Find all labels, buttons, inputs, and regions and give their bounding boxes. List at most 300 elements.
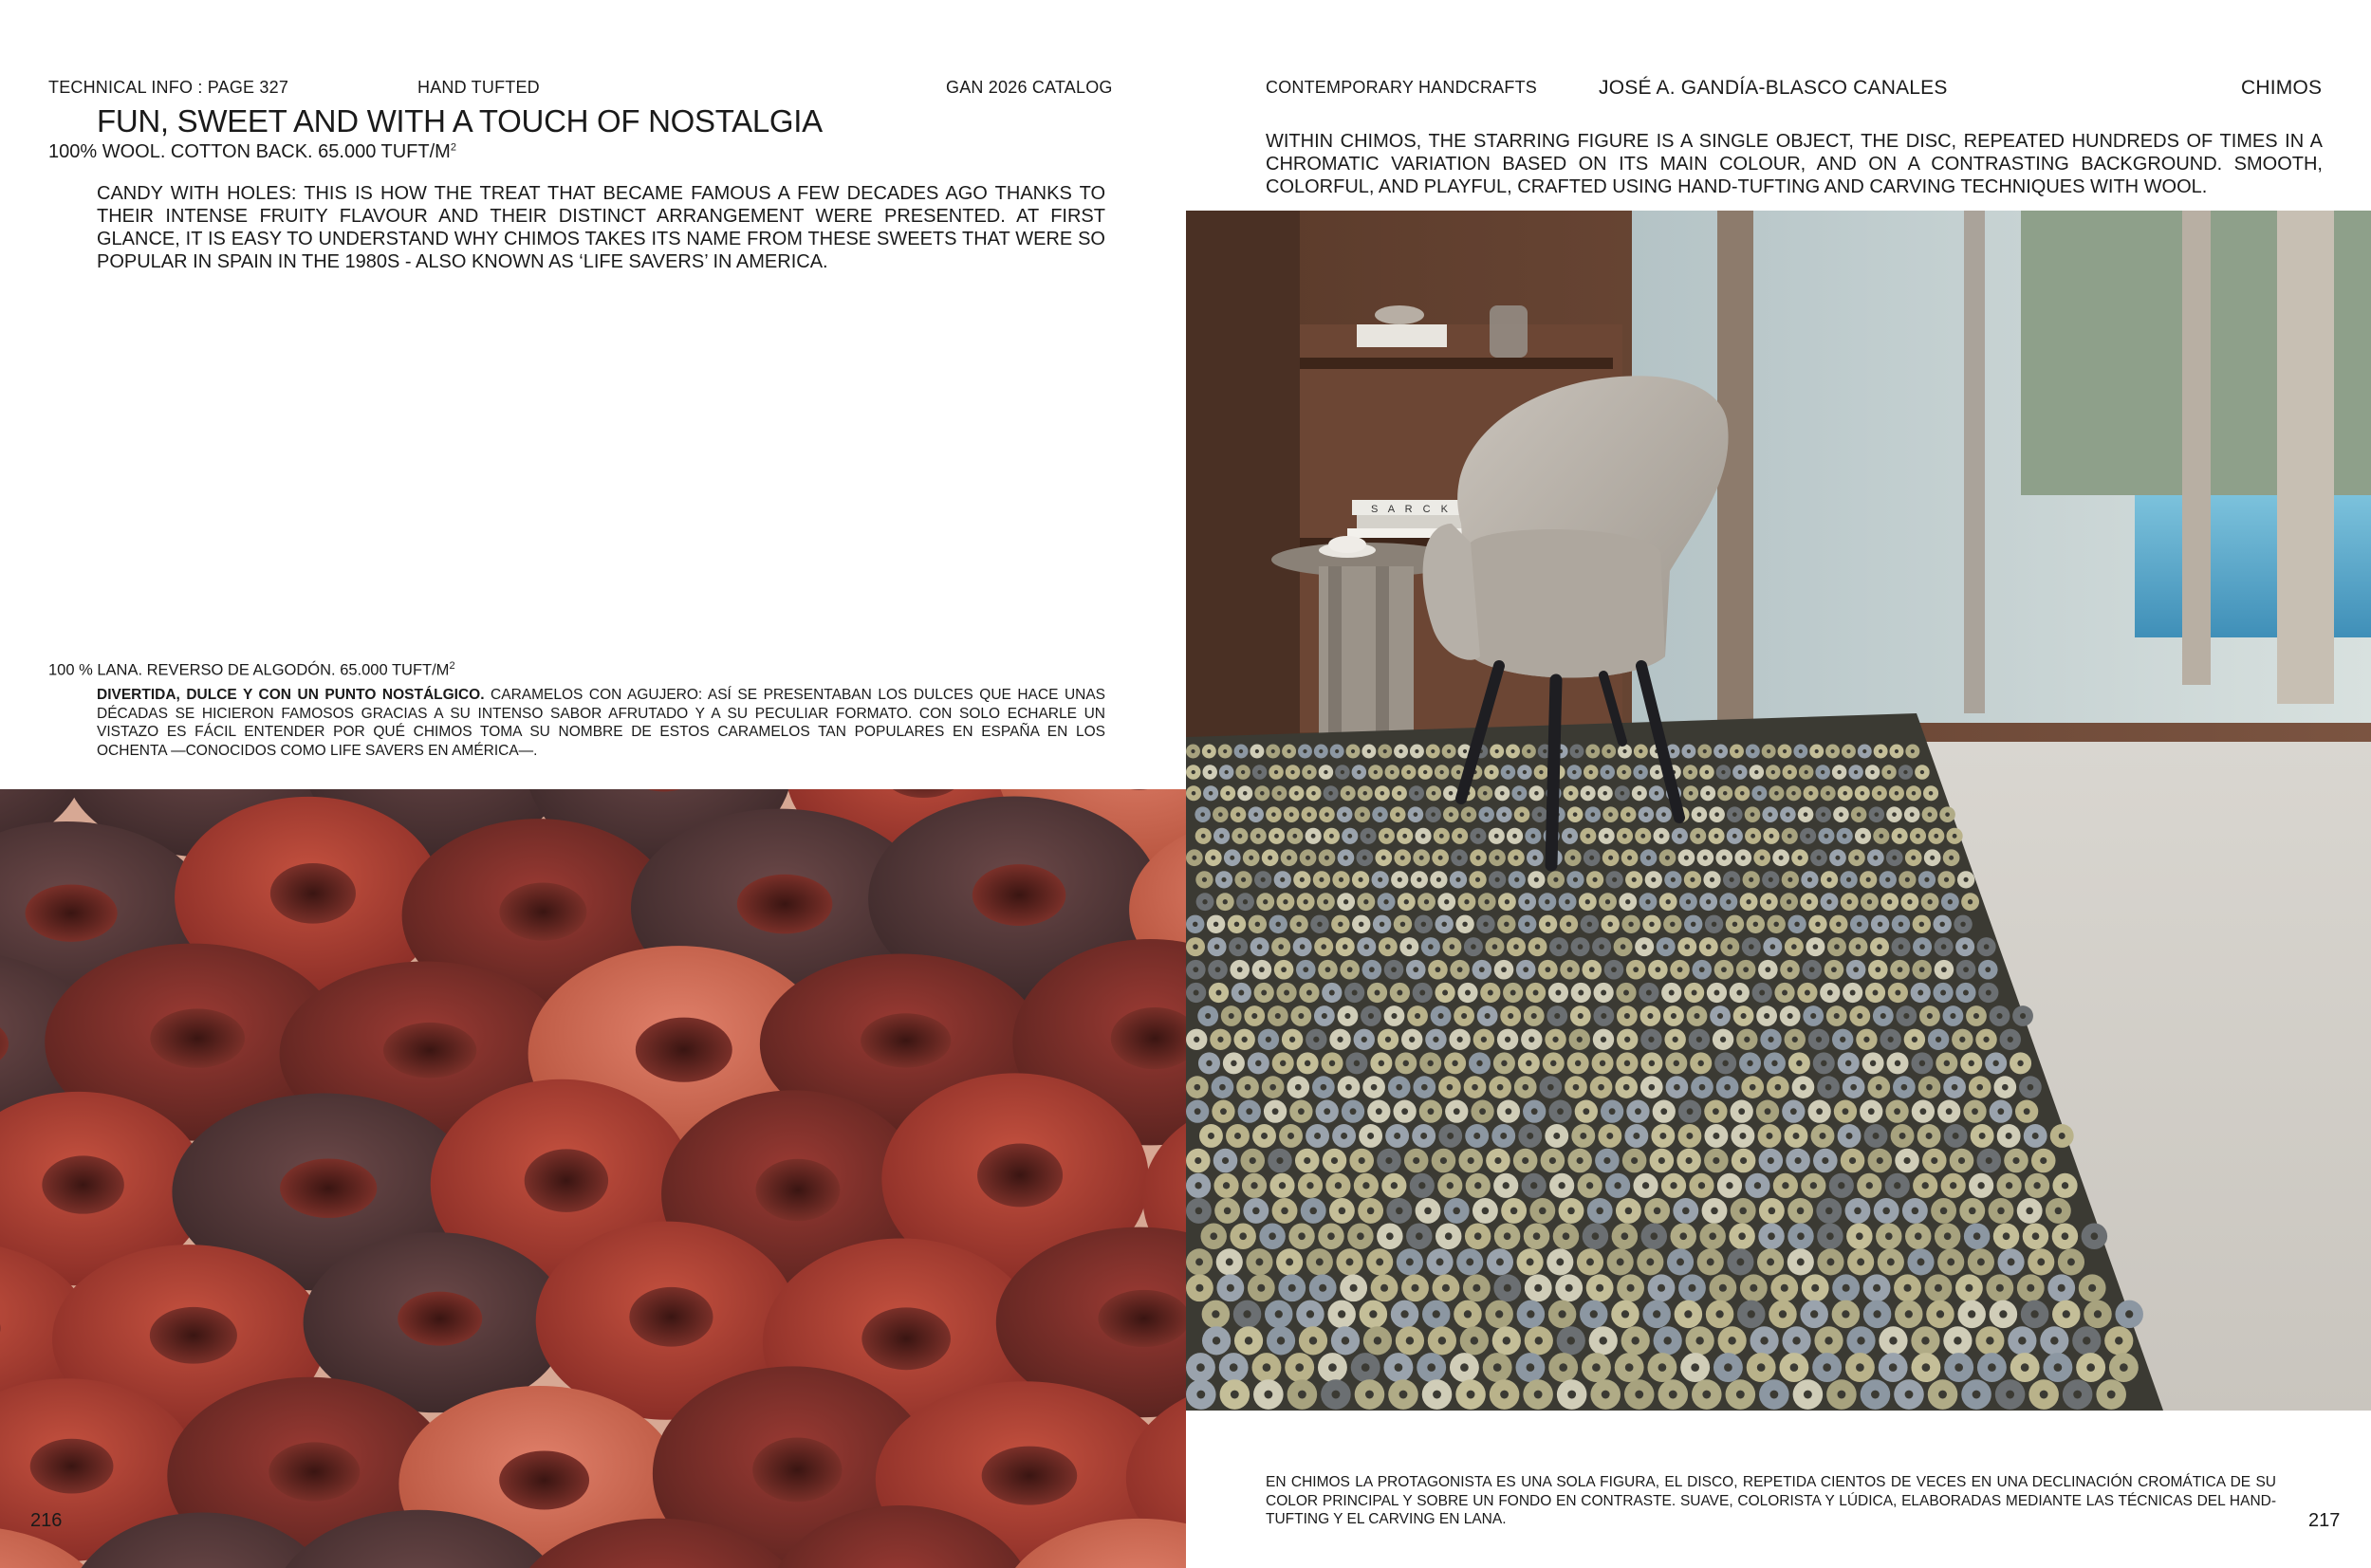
rug-disc-hole: [1276, 1157, 1283, 1164]
rug-disc-hole: [1504, 922, 1509, 927]
rug-disc-hole: [1639, 770, 1642, 774]
rug-disc-hole: [1559, 1363, 1567, 1372]
rug-disc-hole: [1374, 1337, 1381, 1344]
rug-disc-hole: [1911, 749, 1915, 753]
rug-disc-hole: [1275, 1310, 1283, 1318]
rug-disc-hole: [1298, 1232, 1306, 1240]
rug-disc-hole: [1359, 877, 1363, 882]
rug-disc-hole: [1418, 1182, 1425, 1189]
rug-disc-hole: [1799, 749, 1803, 753]
rug-disc-hole: [2083, 1337, 2090, 1344]
rug-disc-hole: [1271, 749, 1275, 753]
rug-disc-hole: [1531, 1108, 1538, 1115]
rug-disc-hole: [1274, 834, 1279, 839]
rug-disc-hole: [1986, 990, 1991, 996]
rug-disc-hole: [1746, 899, 1750, 904]
rug-disc-hole: [1663, 944, 1669, 950]
rug-disc-hole: [1528, 1037, 1534, 1042]
rug-disc-hole: [1868, 1108, 1875, 1115]
rug-disc-hole: [1215, 967, 1221, 972]
rug-disc-hole: [1602, 791, 1606, 795]
rug-disc-hole: [1255, 1061, 1261, 1066]
rug-disc-hole: [1750, 834, 1755, 839]
rug-disc-hole: [1464, 1310, 1472, 1318]
rug-disc-hole: [1821, 1061, 1826, 1066]
rug-disc-hole: [1871, 1391, 1880, 1399]
rug-disc-hole: [1816, 1037, 1822, 1042]
rug-disc-hole: [1642, 1182, 1649, 1189]
rug-disc-hole: [1726, 1182, 1732, 1189]
rug-disc-hole: [1357, 770, 1361, 774]
rug-disc-hole: [2008, 1037, 2013, 1042]
rug-disc-hole: [1325, 967, 1331, 972]
rug-disc-hole: [1406, 1337, 1414, 1344]
rug-disc-hole: [1235, 944, 1241, 950]
header-collection: CHIMOS: [2241, 77, 2323, 99]
rug-disc-hole: [1396, 1208, 1403, 1215]
rug-disc-hole: [1684, 944, 1690, 950]
rug-disc-hole: [1992, 1061, 1998, 1066]
rug-disc-hole: [1895, 990, 1900, 996]
rug-disc-hole: [1740, 1157, 1747, 1164]
rug-disc-hole: [1391, 967, 1397, 972]
rug-ring-hole: [972, 864, 1066, 926]
rug-disc-hole: [1517, 791, 1521, 795]
rug-disc-hole: [1644, 812, 1649, 817]
rug-ring-hole: [977, 1143, 1063, 1207]
rug-disc-hole: [1750, 1084, 1756, 1091]
rug-disc-hole: [1660, 1108, 1667, 1115]
rug-disc-hole: [2086, 1363, 2095, 1372]
rug-disc-hole: [1598, 1084, 1604, 1091]
rug-disc-hole: [1280, 1061, 1286, 1066]
rug-disc-hole: [1391, 1013, 1397, 1019]
rug-disc-hole: [1769, 1391, 1778, 1399]
rug-disc-hole: [1575, 749, 1579, 753]
rug-disc-hole: [1714, 834, 1719, 839]
rug-disc-hole: [1901, 1084, 1908, 1091]
rug-disc-hole: [1726, 899, 1731, 904]
rug-disc-hole: [1527, 1133, 1533, 1139]
rug-disc-hole: [1911, 856, 1916, 860]
rug-disc-hole: [1686, 899, 1691, 904]
rug-disc-hole: [1266, 1037, 1271, 1042]
rug-disc-hole: [2094, 1310, 2102, 1318]
rug-disc-hole: [1347, 834, 1352, 839]
rug-disc-hole: [1905, 1391, 1914, 1399]
rug-disc-hole: [1196, 1363, 1205, 1372]
rug-disc-hole: [2032, 1133, 2039, 1139]
rug-disc-hole: [1368, 1013, 1374, 1019]
rug-disc-hole: [1433, 1310, 1440, 1318]
rug-disc-hole: [1447, 1133, 1454, 1139]
rug-disc-hole: [1768, 1157, 1774, 1164]
rug-disc-hole: [1510, 1208, 1518, 1215]
rug-disc-hole: [1885, 1232, 1893, 1240]
rug-disc-hole: [1944, 877, 1949, 882]
rug-disc-hole: [1241, 770, 1245, 774]
rug-disc-hole: [1236, 812, 1241, 817]
rug-disc-hole: [1586, 1258, 1594, 1265]
rug-disc-hole: [1552, 1037, 1558, 1042]
rug-disc-hole: [1343, 856, 1348, 860]
rug-disc-hole: [1606, 1133, 1613, 1139]
rug-disc-hole: [1973, 1232, 1981, 1240]
rug-disc-hole: [1512, 834, 1517, 839]
rug-disc-hole: [1854, 770, 1858, 774]
rug-disc-hole: [1501, 967, 1507, 972]
rug-disc-hole: [1661, 812, 1666, 817]
rug-disc-hole: [1759, 990, 1765, 996]
rug-disc-hole: [1527, 1258, 1534, 1265]
rug-disc-hole: [1211, 856, 1215, 860]
rug-disc-hole: [1456, 770, 1460, 774]
rug-disc-hole: [1958, 1157, 1965, 1164]
rug-disc-hole: [1369, 967, 1375, 972]
rug-disc-hole: [1874, 812, 1879, 817]
rug-disc-hole: [1471, 1337, 1478, 1344]
rug-disc-hole: [1280, 877, 1285, 882]
rug-disc-hole: [1811, 1284, 1819, 1292]
rug-disc-hole: [1827, 990, 1833, 996]
rug-disc-hole: [1304, 899, 1308, 904]
rug-disc-hole: [1941, 944, 1947, 950]
rug-disc-hole: [1952, 1084, 1958, 1091]
rug-disc-hole: [1695, 834, 1700, 839]
rug-disc-hole: [1424, 1208, 1432, 1215]
rug-disc-hole: [1706, 791, 1710, 795]
rug-disc-hole: [1732, 922, 1737, 927]
rug-disc-hole: [1669, 1391, 1677, 1399]
rug-disc-hole: [1572, 770, 1576, 774]
rug-closeup-illustration: [0, 789, 1186, 1568]
rug-disc-hole: [1834, 1013, 1840, 1019]
rug-disc-hole: [1607, 749, 1611, 753]
rug-disc-hole: [1673, 1037, 1678, 1042]
rug-disc-hole: [1924, 877, 1929, 882]
rug-disc-hole: [1621, 791, 1624, 795]
rug-disc-hole: [1383, 749, 1387, 753]
body-text-spanish-right: EN CHIMOS LA PROTAGONISTA ES UNA SOLA FIGURA, EL DISCO, REPETIDA CIENTOS DE VECES EN UNA DECLINACIÓN CROMÁTICA DE SU COLOR PRINCIPAL Y SOBRE UN FONDO EN CONTRASTE. SUAVE, COLORISTA Y LÚDICA, ELABORADAS MEDIANTE LAS TÉCNICAS DEL HAND-TUFTING Y EL CARVING EN LANA.: [1266, 1474, 2276, 1527]
rug-disc-hole: [1649, 922, 1654, 927]
rug-disc-hole: [1786, 812, 1790, 817]
rug-disc-hole: [1659, 1133, 1666, 1139]
rug-disc-hole: [1223, 899, 1228, 904]
rug-disc-hole: [1592, 877, 1597, 882]
rug-disc-hole: [1739, 1133, 1746, 1139]
rug-disc-hole: [1539, 770, 1543, 774]
rug-disc-hole: [1677, 967, 1683, 972]
rug-disc-hole: [1274, 770, 1278, 774]
rug-disc-hole: [1857, 922, 1862, 927]
rug-disc-hole: [1468, 1157, 1474, 1164]
rug-disc-hole: [1483, 922, 1488, 927]
rug-disc-hole: [1263, 1363, 1271, 1372]
rug-disc-hole: [1782, 1182, 1788, 1189]
spec-spanish: 100 % LANA. REVERSO DE ALGODÓN. 65.000 TUFT/$M^2$: [48, 660, 455, 679]
rug-disc-hole: [1227, 1284, 1234, 1292]
rug-disc-hole: [1843, 1108, 1849, 1115]
rug-disc-hole: [1243, 899, 1248, 904]
rug-disc-hole: [2033, 1182, 2040, 1189]
rug-disc-hole: [1271, 812, 1276, 817]
rug-disc-hole: [1969, 1061, 1974, 1066]
rug-disc-hole: [1503, 1337, 1510, 1344]
rug-disc-hole: [1713, 1157, 1719, 1164]
rug-disc-hole: [1527, 1363, 1535, 1372]
rug-disc-hole: [1815, 922, 1820, 927]
rug-disc-hole: [1525, 922, 1529, 927]
rug-disc-hole: [1523, 770, 1527, 774]
rug-disc-hole: [1658, 1157, 1665, 1164]
rug-disc-hole: [1250, 1157, 1256, 1164]
rug-disc-hole: [1324, 812, 1329, 817]
rug-disc-hole: [1229, 1013, 1234, 1019]
rug-disc-hole: [1500, 1133, 1507, 1139]
rug-disc-hole: [1621, 770, 1625, 774]
rug-disc-hole: [1600, 1337, 1607, 1344]
rug-disc-hole: [1558, 1182, 1565, 1189]
rug-disc-hole: [1462, 922, 1467, 927]
rug-disc-hole: [1917, 1258, 1925, 1265]
rug-disc-hole: [1570, 856, 1575, 860]
rug-disc-hole: [1608, 856, 1613, 860]
rug-disc-hole: [1311, 834, 1316, 839]
rug-disc-hole: [1379, 1061, 1384, 1066]
rug-disc-hole: [1385, 1157, 1392, 1164]
rug-disc-hole: [1505, 1108, 1511, 1115]
rug-disc-hole: [1749, 877, 1753, 882]
rug-disc-hole: [1944, 1232, 1952, 1240]
rug-disc-hole: [1973, 1013, 1979, 1019]
rug-disc-hole: [1817, 856, 1822, 860]
rug-disc-hole: [1563, 1232, 1570, 1240]
rug-disc-hole: [1916, 834, 1920, 839]
rug-disc-hole: [1363, 899, 1368, 904]
rug-disc-hole: [1767, 1258, 1774, 1265]
rug-disc-hole: [1870, 1061, 1876, 1066]
rug-disc-hole: [1879, 749, 1882, 753]
rug-disc-hole: [1713, 1108, 1719, 1115]
rug-disc-hole: [1903, 1157, 1910, 1164]
rug-disc-hole: [1944, 1061, 1950, 1066]
rug-disc-hole: [1380, 1284, 1388, 1292]
rug-disc-hole: [1361, 1363, 1370, 1372]
rug-disc-hole: [1648, 1037, 1654, 1042]
rug-disc-hole: [1741, 856, 1746, 860]
rug-disc-hole: [1609, 1108, 1616, 1115]
rug-disc-hole: [1281, 1208, 1288, 1215]
rug-disc-hole: [1220, 1108, 1227, 1115]
rug-disc-hole: [1555, 990, 1561, 996]
rug-disc-hole: [1587, 922, 1592, 927]
rug-disc-hole: [1721, 770, 1725, 774]
rug-disc-hole: [1275, 1013, 1281, 1019]
rug-disc-hole: [1688, 1284, 1695, 1292]
rug-disc-hole: [1765, 1108, 1771, 1115]
rug-disc-hole: [1466, 1258, 1473, 1265]
rug-disc-hole: [1234, 1133, 1241, 1139]
rug-disc-hole: [1580, 1133, 1586, 1139]
rug-disc-hole: [1307, 770, 1311, 774]
rug-disc-hole: [1820, 1133, 1826, 1139]
rug-disc-hole: [1638, 791, 1641, 795]
rug-disc-hole: [1287, 856, 1291, 860]
rug-disc-hole: [2021, 1363, 2029, 1372]
rug-ring-hole: [499, 1450, 589, 1509]
rug-disc-hole: [1824, 834, 1828, 839]
rug-disc-hole: [1988, 1363, 1996, 1372]
rug-disc-hole: [1612, 877, 1617, 882]
rug-disc-hole: [1461, 1013, 1467, 1019]
rug-disc-hole: [1960, 922, 1965, 927]
rug-disc-hole: [1409, 1037, 1415, 1042]
rug-disc-hole: [1423, 770, 1427, 774]
rug-disc-hole: [1500, 791, 1504, 795]
rug-disc-hole: [1655, 770, 1658, 774]
rug-disc-hole: [1788, 1013, 1793, 1019]
rug-disc-hole: [1442, 1284, 1450, 1292]
rug-disc-hole: [1810, 1310, 1818, 1318]
rug-disc-hole: [1863, 1037, 1869, 1042]
rug-disc-hole: [1341, 770, 1344, 774]
rug-disc-hole: [1732, 834, 1737, 839]
rug-disc-hole: [1300, 944, 1306, 950]
page-number-right: 217: [2308, 1510, 2341, 1531]
rug-disc-hole: [1433, 1391, 1441, 1399]
rug-disc-hole: [1631, 1157, 1638, 1164]
rug-disc-hole: [1788, 834, 1792, 839]
header-technical-info: TECHNICAL INFO : PAGE 327: [48, 78, 289, 97]
rug-disc-hole: [1436, 967, 1441, 972]
rug-disc-hole: [1319, 877, 1324, 882]
rug-disc-hole: [2030, 1310, 2038, 1318]
rug-disc-hole: [1221, 877, 1226, 882]
rug-disc-hole: [1378, 877, 1382, 882]
rug-disc-hole: [1488, 990, 1493, 996]
rug-disc-hole: [1940, 1208, 1948, 1215]
rug-disc-hole: [1513, 944, 1519, 950]
rug-disc-hole: [1895, 791, 1899, 795]
rug-disc-hole: [2040, 1157, 2047, 1164]
rug-disc-hole: [1631, 1337, 1639, 1344]
rug-disc-hole: [1313, 1037, 1319, 1042]
rug-disc-hole: [1627, 1284, 1635, 1292]
rug-disc-hole: [1794, 922, 1799, 927]
header-section: CONTEMPORARY HANDCRAFTS: [1266, 78, 1537, 97]
rug-disc-hole: [1467, 1391, 1475, 1399]
rug-disc-hole: [1764, 1013, 1769, 1019]
rug-disc-hole: [1986, 1337, 1993, 1344]
rug-disc-hole: [1825, 1208, 1833, 1215]
rug-disc-hole: [1839, 812, 1843, 817]
body-text-english: CANDY WITH HOLES: THIS IS HOW THE TREAT THAT BECAME FAMOUS A FEW DECADES AGO THANKS TO THEIR INTENSE FRUITY FLAVOUR AND THEIR DISTINCT ARRANGEMENT WERE PRESENTED. AT FIRST GLANCE, IT IS EASY TO UNDERSTAND WHY CHIMOS TAKES ITS NAME FROM THESE SWEETS THAT WERE SO POPULAR IN SPAIN IN THE 1980S - ALSO KNOWN AS ‘LIFE SAVERS’ IN AMERICA.: [97, 183, 1105, 272]
rug-disc-hole: [1624, 1061, 1630, 1066]
rug-disc-hole: [1796, 1061, 1802, 1066]
rug-disc-hole: [2059, 1133, 2065, 1139]
rug-disc-hole: [1674, 1084, 1680, 1091]
rug-disc-hole: [2073, 1391, 2082, 1399]
rug-disc-hole: [1472, 1084, 1478, 1091]
rug-disc-hole: [1342, 1337, 1349, 1344]
rug-disc-hole: [1765, 967, 1770, 972]
rug-ring-hole: [861, 1307, 951, 1370]
rug-disc-hole: [1386, 1232, 1394, 1240]
rug-disc-hole: [1767, 749, 1770, 753]
rug-disc-hole: [1596, 1284, 1603, 1292]
rug-disc-hole: [1963, 967, 1969, 972]
rug-disc-hole: [1338, 1310, 1345, 1318]
rug-disc-hole: [1421, 834, 1426, 839]
rug-disc-hole: [1398, 877, 1402, 882]
rug-disc-hole: [1617, 1258, 1624, 1265]
rug-disc-hole: [1603, 1157, 1610, 1164]
rug-disc-hole: [1261, 990, 1267, 996]
rug-disc-hole: [1797, 1232, 1805, 1240]
rug-disc-hole: [2107, 1391, 2116, 1399]
rug-disc-hole: [1257, 1284, 1265, 1292]
rug-disc-hole: [1903, 1284, 1911, 1292]
rug-disc-hole: [1289, 812, 1294, 817]
rug-disc-hole: [1715, 1310, 1723, 1318]
rug-disc-hole: [1527, 749, 1530, 753]
rug-disc-hole: [1406, 1258, 1414, 1265]
rug-disc-hole: [1467, 812, 1472, 817]
rug-disc-hole: [1826, 899, 1831, 904]
rug-disc-hole: [1722, 856, 1727, 860]
rug-disc-hole: [1797, 1258, 1805, 1265]
rug-disc-hole: [1238, 990, 1244, 996]
rug-disc-hole: [1585, 899, 1590, 904]
rug-disc-hole: [1275, 922, 1280, 927]
rug-disc-hole: [1850, 1084, 1857, 1091]
rug-disc-hole: [1546, 922, 1550, 927]
rug-disc-hole: [1314, 1133, 1321, 1139]
rug-disc-hole: [1665, 856, 1670, 860]
rug-disc-hole: [1926, 1084, 1933, 1091]
rug-disc-hole: [1294, 791, 1298, 795]
rug-rings: [0, 789, 1186, 1568]
rug-ring-hole: [280, 1158, 377, 1217]
rug-disc-hole: [1223, 749, 1227, 753]
rug-disc-hole: [1286, 1258, 1293, 1265]
rug-disc-hole: [1522, 1157, 1528, 1164]
rug-disc-hole: [1195, 1208, 1203, 1215]
rug-disc-hole: [1713, 1133, 1719, 1139]
rug-disc-hole: [1226, 1258, 1233, 1265]
rug-disc-hole: [1706, 899, 1711, 904]
rug-disc-hole: [1604, 834, 1609, 839]
rug-disc-hole: [1530, 834, 1535, 839]
rug-ring-hole: [270, 863, 356, 924]
rug-disc-hole: [1230, 856, 1234, 860]
rug-disc-hole: [1573, 1084, 1580, 1091]
rug-disc-hole: [1688, 770, 1692, 774]
rug-disc-hole: [1922, 1182, 1929, 1189]
rug-disc-hole: [1649, 1061, 1655, 1066]
rug-disc-hole: [1804, 812, 1808, 817]
rug-disc-hole: [1931, 1157, 1937, 1164]
rug-disc-hole: [1335, 749, 1339, 753]
rug-disc-hole: [1846, 1133, 1853, 1139]
rug-disc-hole: [1309, 1208, 1317, 1215]
rug-disc-hole: [1825, 1084, 1832, 1091]
rug-disc-hole: [1873, 1133, 1880, 1139]
rug-disc-hole: [1842, 1310, 1849, 1318]
rug-disc-hole: [1255, 749, 1259, 753]
rug-disc-hole: [1723, 791, 1727, 795]
rug-disc-hole: [1694, 1013, 1699, 1019]
